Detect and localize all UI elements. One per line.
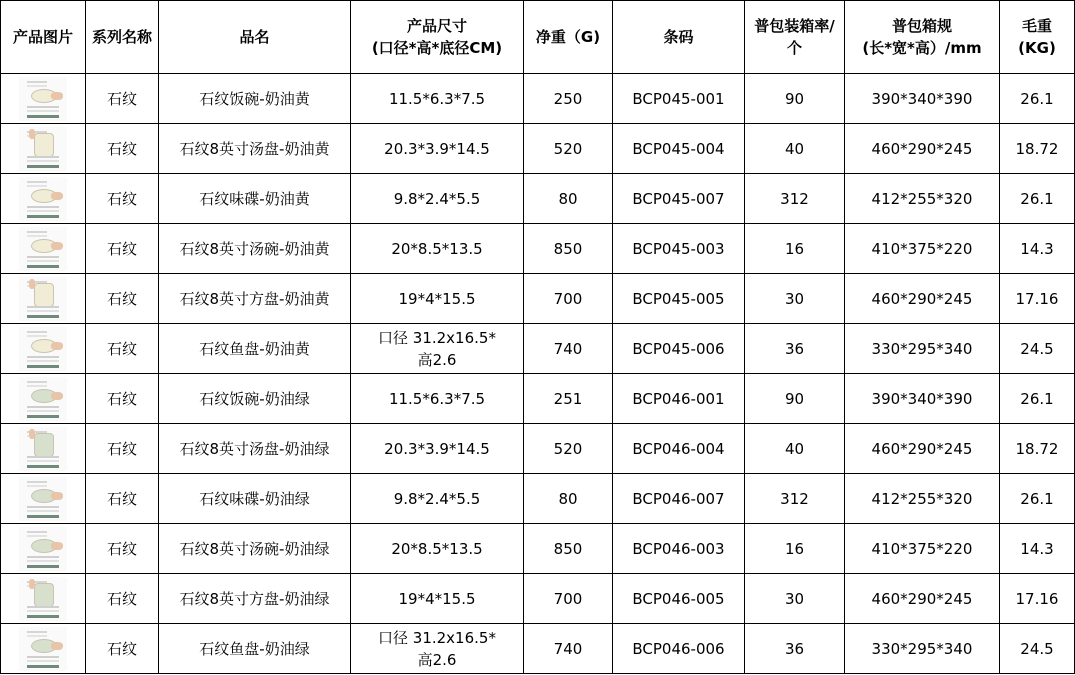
gross-weight-cell: 17.16 xyxy=(1000,274,1075,324)
product-image-cell xyxy=(1,124,86,174)
soup-bowl-photo-icon xyxy=(19,227,67,271)
product-name-cell: 石纹鱼盘-奶油绿 xyxy=(159,624,351,674)
header-product-size: 产品尺寸 (口径*高*底径CM) xyxy=(351,1,524,74)
box-spec-cell: 460*290*245 xyxy=(845,124,1000,174)
product-name-cell: 石纹鱼盘-奶油黄 xyxy=(159,324,351,374)
pack-rate-cell: 30 xyxy=(745,574,845,624)
net-weight-cell: 80 xyxy=(524,474,613,524)
product-size-cell xyxy=(351,274,524,324)
table-row xyxy=(1,324,1075,374)
box-spec-cell: 412*255*320 xyxy=(845,174,1000,224)
product-size-cell xyxy=(351,424,524,474)
gross-weight-cell: 24.5 xyxy=(1000,624,1075,674)
net-weight-cell: 251 xyxy=(524,374,613,424)
product-name-cell: 石纹8英寸方盘-奶油黄 xyxy=(159,274,351,324)
product-name-cell: 石纹8英寸汤碗-奶油黄 xyxy=(159,224,351,274)
square-plate-photo-icon xyxy=(19,577,67,621)
size-line: 19*4*15.5 xyxy=(398,589,476,608)
gross-weight-cell: 18.72 xyxy=(1000,124,1075,174)
gross-weight-cell: 26.1 xyxy=(1000,174,1075,224)
table-row xyxy=(1,74,1075,124)
table-row xyxy=(1,274,1075,324)
product-image-cell xyxy=(1,374,86,424)
series-cell: 石纹 xyxy=(86,124,159,174)
product-image-cell xyxy=(1,174,86,224)
table-row xyxy=(1,524,1075,574)
product-name-cell: 石纹饭碗-奶油黄 xyxy=(159,74,351,124)
product-name-cell: 石纹8英寸汤碗-奶油绿 xyxy=(159,524,351,574)
net-weight-cell: 850 xyxy=(524,224,613,274)
fish-plate-photo-icon xyxy=(19,627,67,671)
gross-weight-cell: 18.72 xyxy=(1000,424,1075,474)
product-size-cell xyxy=(351,74,524,124)
barcode-cell: BCP046-006 xyxy=(613,624,745,674)
series-cell: 石纹 xyxy=(86,224,159,274)
product-name-cell: 石纹8英寸方盘-奶油绿 xyxy=(159,574,351,624)
pack-rate-cell: 16 xyxy=(745,524,845,574)
box-spec-cell: 412*255*320 xyxy=(845,474,1000,524)
table-row xyxy=(1,374,1075,424)
box-spec-cell: 410*375*220 xyxy=(845,524,1000,574)
header-product-name: 品名 xyxy=(159,1,351,74)
series-cell: 石纹 xyxy=(86,624,159,674)
product-image-cell xyxy=(1,224,86,274)
size-line: 20*8.5*13.5 xyxy=(391,239,483,258)
box-spec-cell: 460*290*245 xyxy=(845,574,1000,624)
product-size-cell xyxy=(351,474,524,524)
series-cell: 石纹 xyxy=(86,524,159,574)
pack-rate-cell: 16 xyxy=(745,224,845,274)
pack-rate-cell: 312 xyxy=(745,174,845,224)
product-size-cell xyxy=(351,524,524,574)
barcode-cell: BCP045-003 xyxy=(613,224,745,274)
header-gross-weight: 毛重 (KG) xyxy=(1000,1,1075,74)
product-name-cell: 石纹8英寸汤盘-奶油黄 xyxy=(159,124,351,174)
bowl-photo-icon xyxy=(19,77,67,121)
gross-weight-cell: 26.1 xyxy=(1000,474,1075,524)
pack-rate-cell: 36 xyxy=(745,324,845,374)
pack-rate-cell: 90 xyxy=(745,374,845,424)
product-name-cell: 石纹味碟-奶油绿 xyxy=(159,474,351,524)
table-row xyxy=(1,124,1075,174)
gross-weight-cell: 26.1 xyxy=(1000,374,1075,424)
size-line-2: 高2.6 xyxy=(417,350,457,369)
size-line: 11.5*6.3*7.5 xyxy=(388,89,486,108)
table-row xyxy=(1,474,1075,524)
barcode-cell: BCP045-006 xyxy=(613,324,745,374)
barcode-cell: BCP045-004 xyxy=(613,124,745,174)
barcode-cell: BCP045-007 xyxy=(613,174,745,224)
product-image-cell xyxy=(1,574,86,624)
pack-rate-cell: 30 xyxy=(745,274,845,324)
product-size-cell xyxy=(351,324,524,374)
table-row xyxy=(1,574,1075,624)
pack-rate-cell: 90 xyxy=(745,74,845,124)
gross-weight-cell: 14.3 xyxy=(1000,224,1075,274)
series-cell: 石纹 xyxy=(86,174,159,224)
header-series-name: 系列名称 xyxy=(86,1,159,74)
net-weight-cell: 740 xyxy=(524,324,613,374)
size-line: 11.5*6.3*7.5 xyxy=(388,389,486,408)
size-line: 20.3*3.9*14.5 xyxy=(384,139,490,158)
barcode-cell: BCP045-001 xyxy=(613,74,745,124)
product-name-cell: 石纹饭碗-奶油绿 xyxy=(159,374,351,424)
size-line: 口径 31.2x16.5* xyxy=(378,328,496,347)
table-row xyxy=(1,624,1075,674)
series-cell: 石纹 xyxy=(86,424,159,474)
barcode-cell: BCP046-005 xyxy=(613,574,745,624)
gross-weight-cell: 24.5 xyxy=(1000,324,1075,374)
size-line: 20*8.5*13.5 xyxy=(391,539,483,558)
box-spec-cell: 460*290*245 xyxy=(845,274,1000,324)
header-pack-rate: 普包装箱率/ 个 xyxy=(745,1,845,74)
series-cell: 石纹 xyxy=(86,274,159,324)
header-row xyxy=(1,1,1075,74)
net-weight-cell: 520 xyxy=(524,424,613,474)
product-name-cell: 石纹味碟-奶油黄 xyxy=(159,174,351,224)
table-row xyxy=(1,174,1075,224)
product-image-cell xyxy=(1,74,86,124)
size-line-2: 高2.6 xyxy=(417,650,457,669)
net-weight-cell: 700 xyxy=(524,274,613,324)
size-line: 口径 31.2x16.5* xyxy=(378,628,496,647)
table-row xyxy=(1,424,1075,474)
net-weight-cell: 740 xyxy=(524,624,613,674)
pack-rate-cell: 40 xyxy=(745,424,845,474)
gross-weight-cell: 26.1 xyxy=(1000,74,1075,124)
table-row xyxy=(1,224,1075,274)
box-spec-cell: 330*295*340 xyxy=(845,324,1000,374)
product-image-cell xyxy=(1,424,86,474)
sauce-dish-photo-icon xyxy=(19,477,67,521)
soup-bowl-photo-icon xyxy=(19,527,67,571)
product-image-cell xyxy=(1,624,86,674)
header-barcode: 条码 xyxy=(613,1,745,74)
net-weight-cell: 250 xyxy=(524,74,613,124)
product-image-cell xyxy=(1,524,86,574)
gross-weight-cell: 17.16 xyxy=(1000,574,1075,624)
series-cell: 石纹 xyxy=(86,74,159,124)
bowl-photo-icon xyxy=(19,377,67,421)
barcode-cell: BCP046-007 xyxy=(613,474,745,524)
product-name-cell: 石纹8英寸汤盘-奶油绿 xyxy=(159,424,351,474)
box-spec-cell: 390*340*390 xyxy=(845,374,1000,424)
barcode-cell: BCP046-004 xyxy=(613,424,745,474)
pack-rate-cell: 312 xyxy=(745,474,845,524)
soup-plate-photo-icon xyxy=(19,427,67,471)
soup-plate-photo-icon xyxy=(19,127,67,171)
product-size-cell xyxy=(351,574,524,624)
barcode-cell: BCP045-005 xyxy=(613,274,745,324)
product-image-cell xyxy=(1,324,86,374)
product-size-cell xyxy=(351,624,524,674)
gross-weight-cell: 14.3 xyxy=(1000,524,1075,574)
square-plate-photo-icon xyxy=(19,277,67,321)
net-weight-cell: 520 xyxy=(524,124,613,174)
barcode-cell: BCP046-003 xyxy=(613,524,745,574)
box-spec-cell: 330*295*340 xyxy=(845,624,1000,674)
box-spec-cell: 390*340*390 xyxy=(845,74,1000,124)
product-size-cell xyxy=(351,374,524,424)
size-line: 9.8*2.4*5.5 xyxy=(393,489,481,508)
product-size-cell xyxy=(351,124,524,174)
sauce-dish-photo-icon xyxy=(19,177,67,221)
barcode-cell: BCP046-001 xyxy=(613,374,745,424)
box-spec-cell: 460*290*245 xyxy=(845,424,1000,474)
net-weight-cell: 850 xyxy=(524,524,613,574)
net-weight-cell: 80 xyxy=(524,174,613,224)
pack-rate-cell: 40 xyxy=(745,124,845,174)
header-box-spec: 普包箱规 (长*宽*高）/mm xyxy=(845,1,1000,74)
size-line: 20.3*3.9*14.5 xyxy=(384,439,490,458)
series-cell: 石纹 xyxy=(86,374,159,424)
product-size-cell xyxy=(351,174,524,224)
net-weight-cell: 700 xyxy=(524,574,613,624)
fish-plate-photo-icon xyxy=(19,327,67,371)
header-net-weight: 净重（G) xyxy=(524,1,613,74)
size-line: 19*4*15.5 xyxy=(398,289,476,308)
header-product-image: 产品图片 xyxy=(1,1,86,74)
series-cell: 石纹 xyxy=(86,324,159,374)
product-image-cell xyxy=(1,274,86,324)
product-size-cell xyxy=(351,224,524,274)
size-line: 9.8*2.4*5.5 xyxy=(393,189,481,208)
series-cell: 石纹 xyxy=(86,474,159,524)
pack-rate-cell: 36 xyxy=(745,624,845,674)
box-spec-cell: 410*375*220 xyxy=(845,224,1000,274)
series-cell: 石纹 xyxy=(86,574,159,624)
product-image-cell xyxy=(1,474,86,524)
